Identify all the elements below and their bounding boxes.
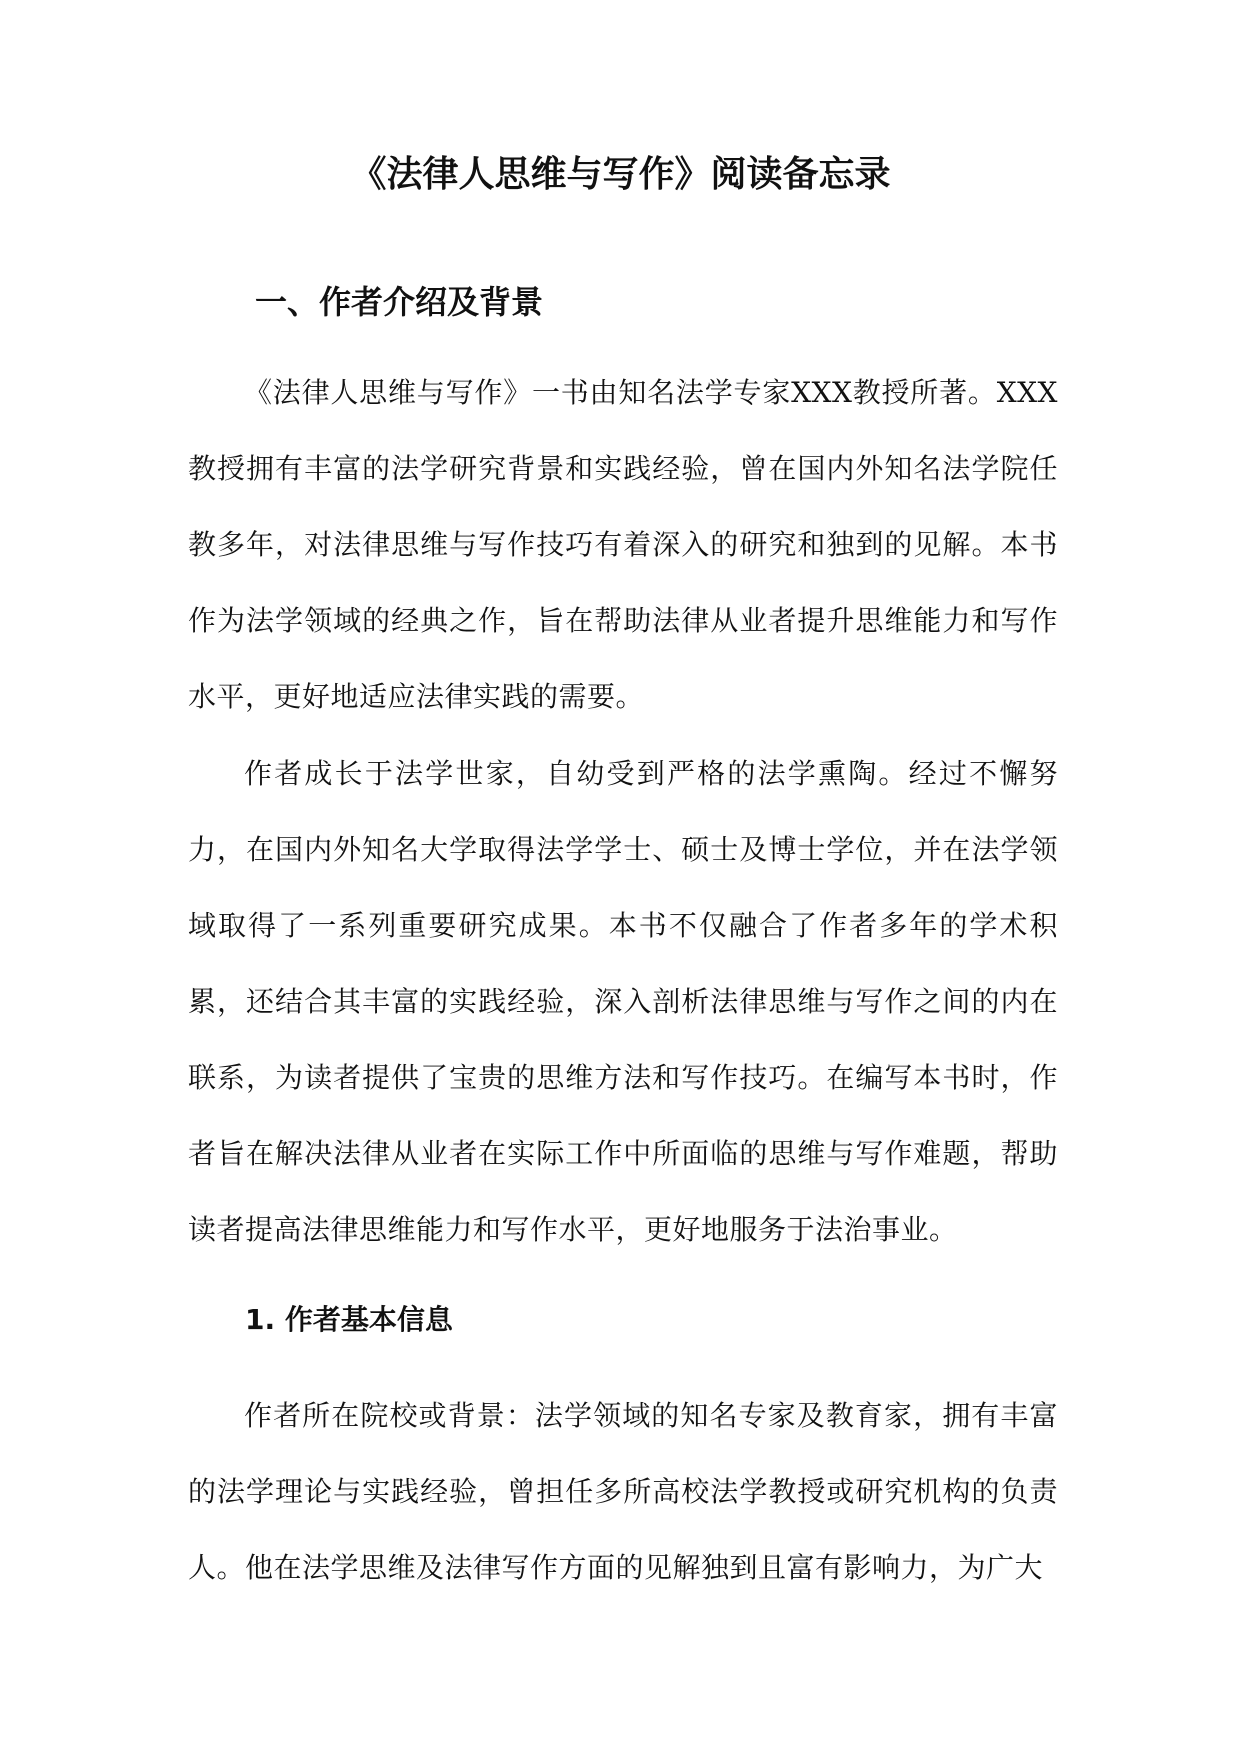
section-heading: 一、作者介绍及背景	[255, 283, 544, 321]
paragraph: 作者成长于法学世家，自幼受到严格的法学熏陶。经过不懈努力，在国内外知名大学取得法学学士、硕士及博士学位，并在法学领域取得了一系列重要研究成果。本书不仅融合了作者多年的学术积累，还结合其丰富的实践经验，深入剖析法律思维与写作之间的内在联系，为读者提供了宝贵的思维方法和写作技巧。在编写本书时，作者旨在解决法律从业者在实际工作中所面临的思维与写作难题，帮助读者提高法律思维能力和写作水平，更好地服务于法治事业。	[188, 757, 1058, 1246]
document-title: 《法律人思维与写作》阅读备忘录	[350, 154, 891, 195]
paragraph: 作者所在院校或背景：法学领域的知名专家及教育家，拥有丰富的法学理论与实践经验，曾担任多所高校法学教授或研究机构的负责人。他在法学思维及法律写作方面的见解独到且富有影响力，为广大	[188, 1399, 1058, 1584]
paragraph: 《法律人思维与写作》一书由知名法学专家XXX教授所著。XXX教授拥有丰富的法学研究背景和实践经验，曾在国内外知名法学院任教多年，对法律思维与写作技巧有着深入的研究和独到的见解。本书作为法学领域的经典之作，旨在帮助法律从业者提升思维能力和写作水平，更好地适应法律实践的需要。	[188, 376, 1058, 713]
subsection-heading: 1. 作者基本信息	[245, 1303, 453, 1336]
